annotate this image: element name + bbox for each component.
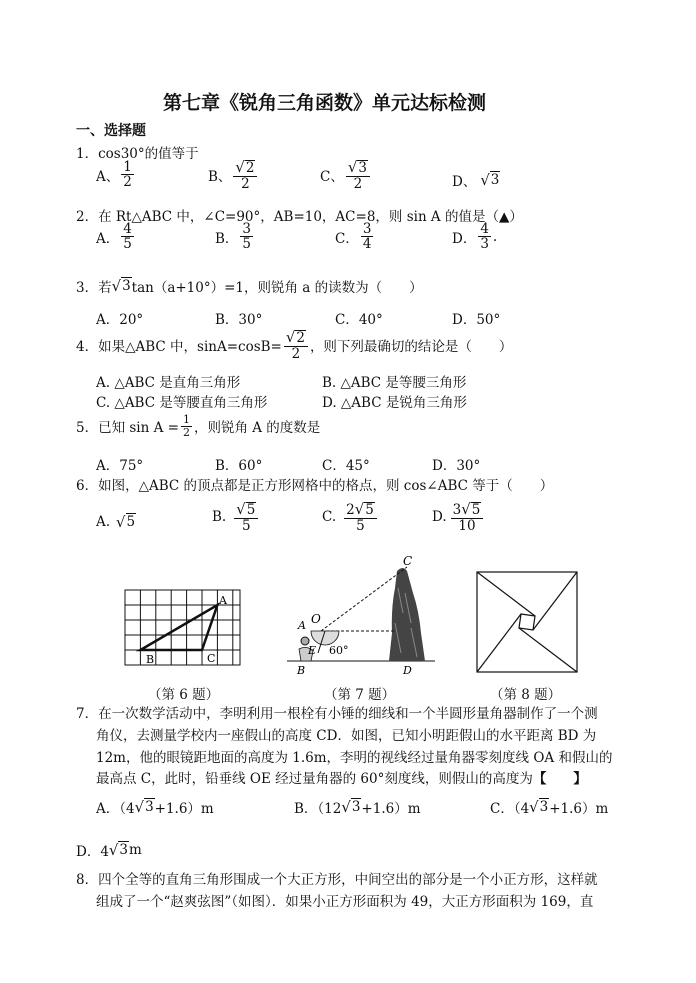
q7-option-b: B．（12 √ 3 +1.6）m: [294, 798, 421, 817]
question-3-stem: 3．若 √ 3 tan（a+10°）=1，则锐角 a 的读数为（ ）: [76, 277, 423, 296]
q7-c-post: +1.6）m: [549, 801, 609, 817]
q7-d-pre: D．4: [76, 844, 109, 860]
section-heading: 一、选择题: [76, 123, 146, 139]
fig7-angle-label: 60°: [329, 644, 349, 657]
q1-option-c: [320, 160, 372, 191]
q2-option-d-label: D．: [452, 230, 477, 247]
q7-answer-bracket: 【 】: [532, 771, 587, 787]
q6-option-a-label: A.: [96, 514, 111, 530]
q7-c-radicand: 3: [539, 799, 549, 815]
q6-c-radicand: 5: [365, 502, 374, 518]
q7-line-4-text: 最高点 C，此时，铅垂线 OE 经过量角器的 60°刻度线，则假山的高度为: [96, 771, 533, 787]
q4-option-c: C. △ABC 是等腰直角三角形: [96, 395, 268, 411]
question-5-stem: [76, 414, 320, 438]
question-7-line-3: 12m，他的眼镜距地面的高度为 1.6m，李明的视线经过量角器零刻度线 OA 和假山的: [96, 750, 613, 766]
q2-option-b-label: B．: [215, 230, 239, 247]
fig6-label-b: B: [146, 653, 155, 666]
q5-stem-pre: 5．已知 sin A =: [76, 420, 179, 437]
q5-option-b: B．60°: [215, 458, 263, 474]
q2-d-den: 3: [480, 236, 489, 253]
q6-d-den: 10: [458, 517, 476, 534]
question-7-line-1: 7．在一次数学活动中，李明利用一根栓有小锤的细线和一个半圆形量角器制作了一个测: [76, 706, 598, 722]
q4-den: 2: [291, 345, 301, 362]
q1-option-c-label: C、: [320, 169, 344, 186]
q6-b-den: 5: [241, 517, 251, 534]
fig6-label-c: C: [207, 652, 216, 665]
q7-c-pre: C．（4: [490, 801, 530, 817]
q3-option-a: A．20°: [96, 312, 144, 328]
q3-option-d: D．50°: [452, 312, 501, 328]
q3-option-b: B．30°: [215, 312, 263, 328]
q6-d-coef: 3: [452, 502, 462, 518]
q6-option-b: B. √ 5 5: [212, 502, 260, 533]
q3-stem-pre: 3．若: [76, 280, 112, 296]
fig7-label-b: B: [297, 664, 306, 677]
q1-a-den: 2: [123, 174, 132, 191]
q7-b-pre: B．（12: [294, 801, 342, 817]
q1-b-radicand: 2: [245, 160, 255, 176]
q1-b-den: 2: [241, 175, 250, 192]
q2-d-num: 4: [480, 221, 489, 237]
q4-option-d: D. △ABC 是锐角三角形: [322, 395, 467, 411]
q1-option-b: [208, 160, 259, 191]
q7-a-post: +1.6）m: [154, 801, 214, 817]
q1-c-num: √ 3: [346, 160, 370, 177]
page-title: 第七章《锐角三角函数》单元达标检测: [163, 92, 487, 114]
q6-b-radicand: 5: [246, 502, 256, 518]
q2-a-num: 4: [123, 221, 132, 237]
triangle-abc: [140, 605, 217, 650]
question-8-line-1: 8．四个全等的直角三角形围成一个大正方形，中间空出的部分是一个小正方形，这样就: [76, 872, 598, 888]
q7-option-a: A．（4 √ 3 +1.6）m: [96, 798, 214, 817]
q6-d-radicand: 5: [471, 502, 481, 518]
question-1-stem: 1．cos30°的值等于: [76, 146, 199, 162]
protractor: [311, 631, 339, 645]
q1-option-a-label: A、: [96, 168, 120, 185]
q2-option-b: [215, 222, 255, 251]
q2-c-num: 3: [362, 221, 372, 237]
question-2-stem: 2．在 Rt△ABC 中，∠C=90°，AB=10，AC=8，则 sin A 的值是（▲）: [76, 209, 523, 225]
rockery-shape: [389, 568, 425, 661]
small-square: [519, 614, 535, 630]
q2-d-tail: .: [492, 228, 498, 245]
q2-option-a: [96, 222, 136, 251]
q7-d-radicand: 3: [119, 842, 128, 858]
fig7-label-d: D: [403, 664, 412, 677]
q7-b-radicand: 3: [351, 799, 361, 815]
q2-a-den: 5: [123, 236, 132, 253]
fig6-label-a: A: [219, 594, 227, 607]
fig7-label-c: C: [403, 554, 413, 568]
q7-a-pre: A．（4: [96, 801, 135, 817]
q7-option-c: C．（4 √ 3 +1.6）m: [490, 798, 609, 817]
q2-b-den: 5: [242, 236, 252, 253]
q7-b-post: +1.6）m: [361, 801, 421, 817]
q1-a-fraction: [121, 160, 134, 189]
q1-option-b-label: B、: [208, 169, 232, 186]
q4-stem-pre: 4．如果△ABC 中，sinA=cosB=: [76, 339, 282, 356]
q7-d-post: m: [128, 842, 142, 858]
q5-option-a: A．75°: [96, 458, 144, 474]
q1-option-d: D、 √ 3: [452, 171, 500, 190]
q5-num: 1: [182, 413, 190, 426]
q2-c-den: 4: [362, 236, 372, 253]
fig7-label-e: E: [308, 644, 317, 657]
figure-6-grid: [120, 585, 245, 670]
question-7-line-2: 角仪，去测量学校内一座假山的高度 CD．如图，已知小明距假山的水平距离 BD 为: [96, 728, 597, 744]
q2-b-num: 3: [242, 221, 252, 237]
large-square: [477, 572, 577, 672]
fig7-label-o: O: [311, 612, 321, 626]
q3-radicand: 3: [122, 278, 131, 294]
q5-option-d: D．30°: [432, 458, 481, 474]
question-7-line-4: [96, 767, 587, 787]
q7-option-d: D．4 √ 3 m: [76, 841, 142, 860]
q4-option-a: A. △ABC 是直角三角形: [96, 375, 241, 391]
q6-c-den: 5: [356, 517, 365, 534]
q6-option-c-label: C.: [322, 509, 337, 526]
q1-option-a: [96, 160, 136, 189]
fig7-label-a: A: [298, 619, 306, 632]
q3-stem-post: tan（a+10°）=1，则锐角 a 的读数为（ ）: [131, 280, 423, 296]
q1-b-num: √ 2: [233, 160, 257, 177]
question-8-line-2: 组成了一个“赵爽弦图”（如图）．如果小正方形面积为 49，大正方形面积为 169，直: [96, 894, 594, 910]
question-6-stem: 6．如图，△ABC 的顶点都是正方形网格中的格点，则 cos∠ABC 等于（ ）: [76, 478, 554, 494]
q6-option-a: A. √ 5: [96, 513, 136, 531]
q5-den: 2: [182, 425, 190, 439]
q2-option-c: [335, 222, 375, 251]
q6-option-c: C. 2 √ 5 5: [322, 502, 379, 533]
q3-option-c: C．40°: [335, 312, 383, 328]
q2-option-a-label: A．: [96, 230, 120, 247]
q6-option-b-label: B.: [212, 509, 227, 526]
figure-8-zhao-shuang-diagram: [475, 570, 580, 675]
q1-b-fraction: [233, 160, 257, 191]
q6-c-coef: 2: [346, 502, 355, 518]
fig6-caption: （第 6 题）: [148, 687, 220, 703]
q1-d-radicand: 3: [490, 172, 500, 188]
q2-option-c-label: C．: [335, 230, 359, 247]
q5-option-c: C．45°: [322, 458, 370, 474]
q6-option-d: D. 3 √ 5 10: [432, 502, 485, 533]
q6-a-radicand: 5: [126, 514, 136, 530]
q4-option-b: B. △ABC 是等腰三角形: [322, 375, 467, 391]
q1-a-num: 1: [123, 159, 132, 175]
q6-option-d-label: D.: [432, 509, 447, 526]
q4-radicand: 2: [296, 330, 305, 346]
q1-c-radicand: 3: [358, 160, 367, 176]
fig8-caption: （第 8 题）: [490, 687, 562, 703]
q1-c-den: 2: [353, 175, 363, 192]
q2-option-d: [452, 222, 497, 251]
question-4-stem: 4．如果△ABC 中，sinA=cosB= √ 2 2 ，则下列最确切的结论是（ ）: [76, 328, 513, 362]
q1-c-fraction: [346, 160, 370, 191]
figure-7-rockery: [285, 553, 440, 678]
q1-option-d-label: D、: [452, 174, 477, 190]
q4-stem-post: ，则下列最确切的结论是（ ）: [309, 339, 513, 356]
q7-a-radicand: 3: [145, 799, 154, 815]
q5-stem-post: ，则锐角 A 的度数是: [193, 420, 321, 437]
fig7-caption: （第 7 题）: [324, 687, 396, 703]
